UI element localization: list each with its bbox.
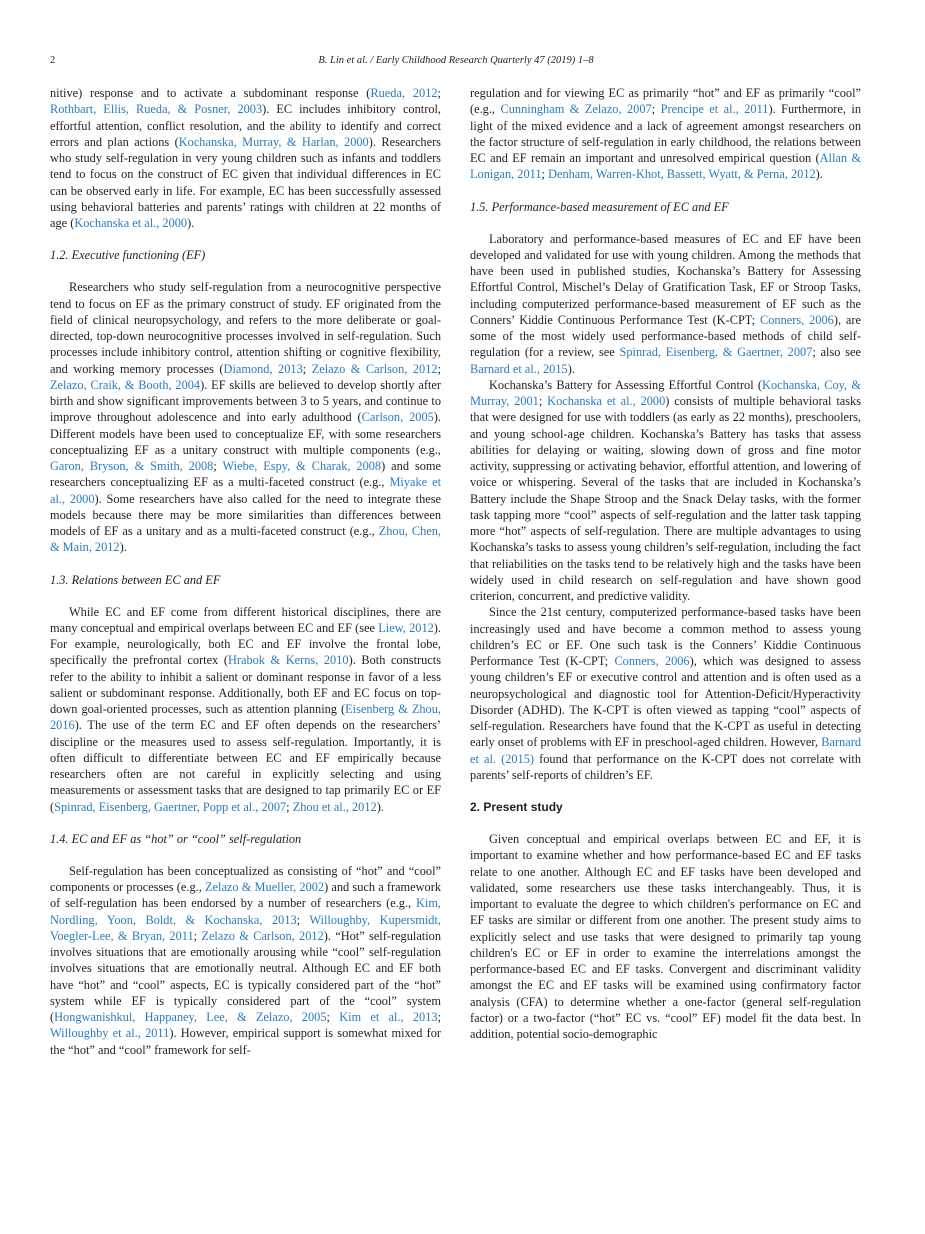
citation-link[interactable]: Spinrad, Eisenberg, Gaertner, Popp et al., 2007 <box>54 799 287 814</box>
citation-link[interactable]: Prencipe et al., 2011 <box>660 102 769 117</box>
citation-link[interactable]: Barnard et al., 2015 <box>470 361 568 376</box>
citation-link[interactable]: Liew, 2012 <box>378 620 434 635</box>
citation-link[interactable]: Zelazo & Mueller, 2002 <box>205 880 325 894</box>
citation-link[interactable]: Zelazo, Craik, & Booth, 2004 <box>50 377 201 392</box>
citation-link[interactable]: Barnard et al. (2015) <box>470 735 861 766</box>
paragraph: regulation and for viewing EC as primarily “hot” and EF as primarily “cool” (e.g., Cunningham & Zelazo, 2007; Prencipe et al., 2011). Furthermore, in light of the mixed evidence and a lack of agreement amongst researchers on the factor structure of self-regulation in early childhood, the relations between EC and EF remain an important and unresolved empirical question (Allan & Lonigan, 2011; Denham, Warren-Khot, Bassett, Wyatt, & Perna, 2012). <box>470 86 862 182</box>
citation-link[interactable]: Conners, 2006 <box>614 654 690 668</box>
citation-link[interactable]: Conners, 2006 <box>760 312 834 327</box>
citation-link[interactable]: Wiebe, Espy, & Charak, 2008 <box>222 459 382 473</box>
citation-link[interactable]: Zelazo & Carlson, 2012 <box>311 361 438 376</box>
citation-link[interactable]: Diamond, 2013 <box>223 361 303 376</box>
citation-link[interactable]: Zhou et al., 2012 <box>292 799 377 814</box>
paragraph: Since the 21st century, computerized performance-based tasks have been increasingly used and have become a common method to assess young children’s EC or EF. One such task is the Conners’ Kiddie Continuous Performance Test (K-CPT; Conners, 2006), which was designed to assess young children’s EF or executive control and attention and is often used as a neuropsychological and diagnostic tool for Attention-Deficit/Hyperactivity Disorder (ADHD). The K-CPT is often viewed as tapping “cool” aspects of self-regulation. Researchers have found that the K-CPT as useful in detecting early onset of problems with EF in preschool-aged children. However, Barnard et al. (2015) found that performance on the K-CPT does not correlate with parents’ self-reports of children’s EF. <box>470 605 862 782</box>
citation-link[interactable]: Kim et al., 2013 <box>339 1010 438 1024</box>
section-heading-1-4: 1.4. EC and EF as “hot” or “cool” self-regulation <box>50 831 302 846</box>
citation-link[interactable]: Eisenberg & Zhou, 2016 <box>50 702 441 733</box>
section-heading-1-5: 1.5. Performance-based measurement of EC and EF <box>470 199 729 214</box>
paragraph: Researchers who study self-regulation from a neurocognitive perspective tend to focus on EF as the primary construct of study. EF originated from the field of clinical neuropsychology, and refers to the more deliberate or goal-directed, top-down neurocognitive processes involved in self-regulation. Such processes include inhibitory control, attention shifting or cognitive flexibility, and working memory processes (Diamond, 2013; Zelazo & Carlson, 2012; Zelazo, Craik, & Booth, 2004). EF skills are believed to develop shortly after birth and show significant improvements between 3 to 5 years, and continue to improve throughout adolescence and into early adulthood (Carlson, 2005). Different models have been used to conceptualize EF, with some researchers conceptualizing EF as a unitary construct with multiple components (e.g., Garon, Bryson, & Smith, 2008; Wiebe, Espy, & Charak, 2008) and some researchers conceptualizing EF as a multi-faceted construct (e.g., Miyake et al., 2000). Some researchers have also called for the need to integrate these models because there may be more similarities than differences between models of EF as a unitary and as a multi-faceted construct (e.g., Zhou, Chen, & Main, 2012). <box>50 280 442 555</box>
paragraph: Self-regulation has been conceptualized as consisting of “hot” and “cool” components or processes (e.g., Zelazo & Mueller, 2002) and such a framework of self-regulation has been endorsed by a number of researchers (e.g., Kim, Nordling, Yoon, Boldt, & Kochanska, 2013; Willoughby, Kupersmidt, Voegler-Lee, & Bryan, 2011; Zelazo & Carlson, 2012). “Hot” self-regulation involves situations that are emotionally arousing while “cool” self-regulation involves situations that are emotionally neutral. Although EC and EF both have “hot” and “cool” aspects, EC is typically considered part of the “hot” system while EF is typically considered part of the “cool” system (Hongwanishkul, Happaney, Lee, & Zelazo, 2005; Kim et al., 2013; Willoughby et al., 2011). However, empirical support is somewhat mixed for the “hot” and “cool” framework for self- <box>50 863 442 1057</box>
paragraph: nitive) response and to activate a subdominant response (Rueda, 2012; Rothbart, Ellis, Rueda, & Posner, 2003). EC includes inhibitory control, effortful attention, conflict resolution, and the ability to identify and correct errors and plan actions (Kochanska, Murray, & Harlan, 2000). Researchers who study self-regulation in very young children such as infants and toddlers tend to focus on the construct of EC given that individual differences in EC can be observed early in life. For example, EC has been successfully assessed using behavioral batteries and parents’ ratings with children at 22 months of age (Kochanska et al., 2000). <box>50 86 442 230</box>
citation-link[interactable]: Willoughby et al., 2011 <box>50 1026 170 1041</box>
left-column <box>50 85 441 1058</box>
citation-link[interactable]: Kochanska et al., 2000 <box>74 216 188 230</box>
paragraph: Given conceptual and empirical overlaps between EC and EF, it is important to examine whether and how performance-based EC and EF tasks relate to one another. Although EC and EF tasks have been developed and validated, some researchers use these tasks interchangeably. Thus, it is important to evaluate the degree to which children's performance on EC and EF tasks are similar or different from one another. The present study aims to explicitly select and use tasks that were designed to primarily tap young children's EC or EF in order to examine the interrelations amongst the performance-based EC and EF tasks. Convergent and discriminant validity amongst the EC and EF tasks will be examined using confirmatory factor analysis (CFA) to determine whether a one-factor (general self-regulation factor) or a two-factor (“hot” EC vs. “cool” EF) model fit the data best. In addition, potential socio-demographic <box>470 832 861 1041</box>
paragraph: While EC and EF come from different historical disciplines, there are many conceptual and empirical overlaps between EC and EF (see Liew, 2012). For example, neurologically, both EC and EF involve the frontal lobe, specifically the prefrontal cortex (Hrabok & Kerns, 2010). Both constructs refer to the ability to inhibit a salient or dominant response in favor of a less salient or subdominant response. Additionally, both EF and EC focus on top-down goal-oriented processes, such as attention planning (Eisenberg & Zhou, 2016). The use of the term EC and EF often depends on the researchers’ discipline or the measures used to assess self-regulation. Importantly, it is often difficult to differentiate between EC and EF empirically because researchers often are not careful in explicitly selecting and using measurements or assessment tasks that are designed to tap primarily EC or EF (Spinrad, Eisenberg, Gaertner, Popp et al., 2007; Zhou et al., 2012). <box>50 604 441 814</box>
citation-link[interactable]: Garon, Bryson, & Smith, 2008 <box>50 459 214 473</box>
citation-link[interactable]: Hongwanishkul, Happaney, Lee, & Zelazo, 2005 <box>54 1010 327 1024</box>
citation-link[interactable]: Hrabok & Kerns, 2010 <box>227 653 349 668</box>
running-head: B. Lin et al. / Early Childhood Research Quarterly 47 (2019) 1–8 <box>318 55 594 66</box>
right-column <box>470 85 861 1042</box>
citation-link[interactable]: Kochanska, Coy, & Murray, 2001 <box>470 377 861 408</box>
page-number: 2 <box>50 55 56 66</box>
citation-link[interactable]: Allan & Lonigan, 2011 <box>470 151 861 182</box>
citation-link[interactable]: Willoughby, Kupersmidt, Voegler-Lee, & Bryan, 2011 <box>50 912 441 943</box>
citation-link[interactable]: Kochanska, Murray, & Harlan, 2000 <box>178 134 369 149</box>
citation-link[interactable]: Kochanska et al., 2000 <box>547 394 666 408</box>
page-header <box>50 55 862 71</box>
citation-link[interactable]: Cunningham & Zelazo, 2007 <box>500 102 652 117</box>
section-heading-1-3: 1.3. Relations between EC and EF <box>50 572 221 587</box>
citation-link[interactable]: Miyake et al., 2000 <box>50 475 441 506</box>
citation-link[interactable]: Zelazo & Carlson, 2012 <box>201 928 324 943</box>
citation-link[interactable]: Carlson, 2005 <box>361 410 434 425</box>
section-heading-2: 2. Present study <box>470 800 563 814</box>
paragraph: Laboratory and performance-based measures of EC and EF have been developed and validated for use with young children. Among the methods that have been used in published studies, Kochanska’s Battery for Assessing Effortful Control, Mischel’s Delay of Gratification Task, EF or Stroop Tasks, including computerized performance-based measurement of EF such as the Conners’ Kiddie Continuous Performance Test (K-CPT; Conners, 2006), are some of the most widely used performance-based methods of child self-regulation (for a review, see Spinrad, Eisenberg, & Gaertner, 2007; also see Barnard et al., 2015). <box>470 231 861 376</box>
citation-link[interactable]: Denham, Warren-Khot, Bassett, Wyatt, & Perna, 2012 <box>548 167 816 182</box>
section-heading-1-2: 1.2. Executive functioning (EF) <box>50 248 206 263</box>
paragraph: Kochanska’s Battery for Assessing Effortful Control (Kochanska, Coy, & Murray, 2001; Kochanska et al., 2000) consists of multiple behavioral tasks that were designed for use with toddlers (as early as 22 months), preschoolers, and young school-age children. Kochanska’s Battery has tasks that assess abilities for delaying or waiting, slowing down of gross and fine motor activity, suppressing or activating behavior, effortful attention, and lowering of voice or whispering. Several of the tasks that are included in Kochanska’s Battery include the Shape Stroop and the Snack Delay tasks, with the former task tapping more “cool” aspects of self-regulation and the latter task tapping more “hot” aspects of self-regulation. There are multiple advantages to using Kochanska’s tasks to assess young children’s self-regulation, including the fact that reliabilities on the tasks tend to be relatively high and the tasks have been widely used in child research on self-regulation and have shown good criterion, concurrent, and predictive validity. <box>470 377 862 603</box>
citation-link[interactable]: Rothbart, Ellis, Rueda, & Posner, 2003 <box>50 102 263 117</box>
citation-link[interactable]: Rueda, 2012 <box>370 86 438 100</box>
citation-link[interactable]: Spinrad, Eisenberg, & Gaertner, 2007 <box>619 345 813 360</box>
citation-link[interactable]: Kim, Nordling, Yoon, Boldt, & Kochanska, 2013 <box>50 896 441 927</box>
citation-link[interactable]: Zhou, Chen, & Main, 2012 <box>50 524 442 555</box>
